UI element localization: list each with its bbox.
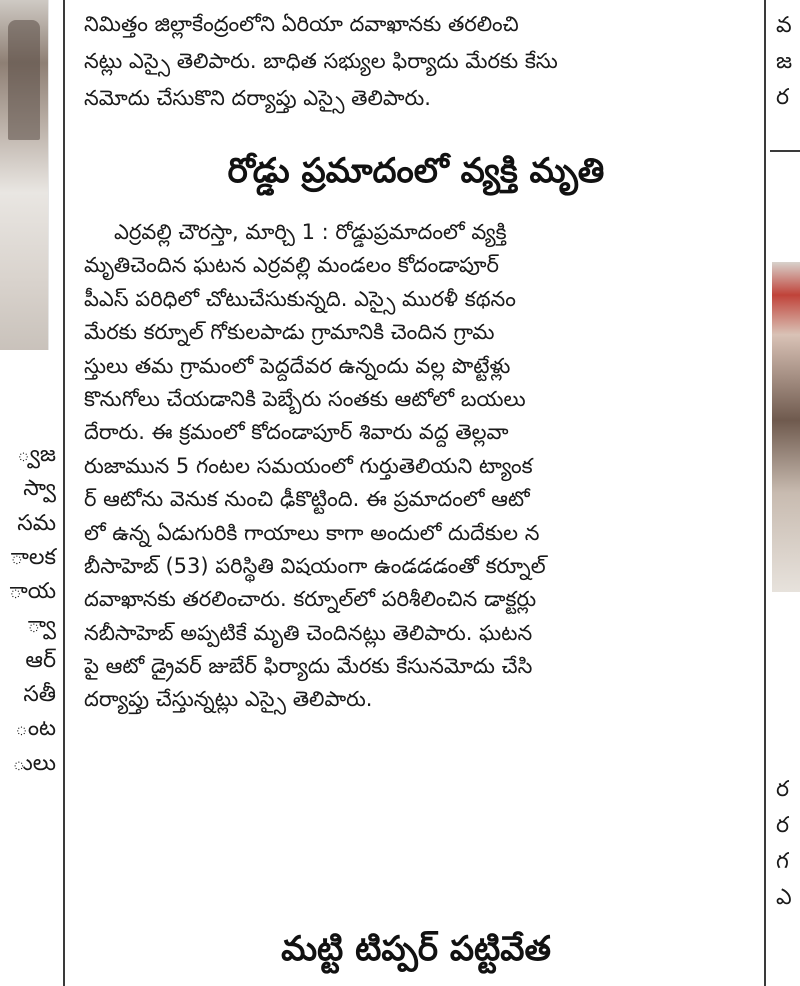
text-line: స్తులు తమ గ్రామంలో పెద్దదేవర ఉన్నందు వల్ల పొట్టేళ్లు: [84, 353, 511, 378]
headline-road-accident: రోడ్డు ప్రమాదంలో వ్యక్తి మృతి: [227, 151, 605, 191]
right-fragment: ర: [776, 85, 790, 110]
text-line: నమోదు చేసుకొని దర్యాప్తు ఎస్సై తెలిపారు.: [84, 86, 431, 110]
left-fragment: ్వజ: [17, 442, 56, 467]
text-line: ర్ ఆటోను వెనుక నుంచి ఢీకొట్టింది. ఈ ప్రమాదంలో ఆటో: [84, 487, 530, 512]
text-line: మేరకు కర్నూల్ గోకులపాడు గ్రామానికి చెందిన గ్రామ: [84, 320, 495, 345]
right-fragment: ర: [776, 813, 790, 838]
text-line: రుజామున 5 గంటల సమయంలో గుర్తుతెలియని ట్యాంక: [84, 453, 533, 478]
left-fragment: ాలక: [10, 544, 56, 570]
column-rule-right: [764, 0, 766, 986]
left-photo: [0, 0, 49, 350]
left-fragment: స్వా: [23, 476, 56, 502]
left-fragment: ంట: [15, 716, 56, 742]
left-column: [0, 0, 60, 986]
text-line: పై ఆటో డ్రైవర్ జుబేర్ ఫిర్యాదు మేరకు కేసునమోదు చేసి: [84, 654, 533, 679]
text-line: ఎర్రవల్లి చౌరస్తా, మార్చి 1 : రోడ్డుప్రమాదంలో వ్యక్తి: [114, 220, 507, 244]
left-fragment: ఆర్: [25, 647, 56, 673]
text-line: బీసాహెబ్ (53) పరిస్థితి విషయంగా ఉండడడంతో కర్నూల్: [84, 553, 546, 578]
left-fragment: ాయ: [9, 579, 56, 605]
text-line: పీఎస్ పరిధిలో చోటుచేసుకున్నది. ఎస్సై మురళీ కథనం: [84, 286, 516, 311]
right-fragment: ర: [776, 777, 790, 802]
left-photo-figure: [8, 20, 40, 140]
right-divider: [770, 150, 800, 152]
left-fragment: ులు: [12, 750, 56, 776]
text-line: లో ఉన్న ఏడుగురికి గాయాలు కాగా అందులో దుదేకుల న: [84, 520, 540, 545]
right-photo: [772, 262, 800, 592]
right-column-text-bottom: [776, 772, 792, 916]
left-fragment: ్వా: [27, 613, 56, 639]
headline-tipper-seized: మట్టి టిప్పర్ పట్టివేత: [281, 929, 551, 969]
text-line: దవాఖానకు తరలించారు. కర్నూల్‌లో పరిశీలించిన డాక్టర్లు: [84, 587, 537, 612]
intro-paragraph: [84, 6, 748, 117]
text-line: నిమిత్తం జిల్లాకేంద్రంలోని ఏరియా దవాఖానకు తరలించి: [84, 12, 519, 36]
left-column-text: [0, 438, 56, 781]
left-fragment: సతీ: [23, 682, 56, 708]
right-column: [768, 0, 800, 986]
right-fragment: గ: [776, 849, 789, 874]
text-line: కొనుగోలు చేయడానికి పెబ్బేరు సంతకు ఆటోలో బయలు: [84, 386, 526, 411]
text-line: మృతిచెందిన ఘటన ఎర్రవల్లి మండలం కోదండాపూర్: [84, 253, 499, 278]
column-rule-left: [63, 0, 65, 986]
article-body: [84, 216, 748, 717]
text-line: దేరారు. ఈ క్రమంలో కోదండాపూర్ శివారు వద్ద తెల్లవా: [84, 420, 509, 445]
right-fragment: జ: [776, 49, 793, 74]
text-line: నట్లు ఎస్సై తెలిపారు. బాధిత సభ్యుల ఫిర్యాదు మేరకు కేసు: [84, 49, 558, 73]
right-fragment: వ: [776, 13, 792, 38]
right-column-text-top: [776, 8, 792, 116]
right-fragment: ఎ: [776, 885, 792, 910]
left-fragment: సమ: [17, 510, 56, 536]
text-line: నబీసాహెబ్ అప్పటికే మృతి చెందినట్లు తెలిపారు. ఘటన: [84, 620, 533, 645]
text-line: దర్యాప్తు చేస్తున్నట్లు ఎస్సై తెలిపారు.: [84, 687, 373, 712]
